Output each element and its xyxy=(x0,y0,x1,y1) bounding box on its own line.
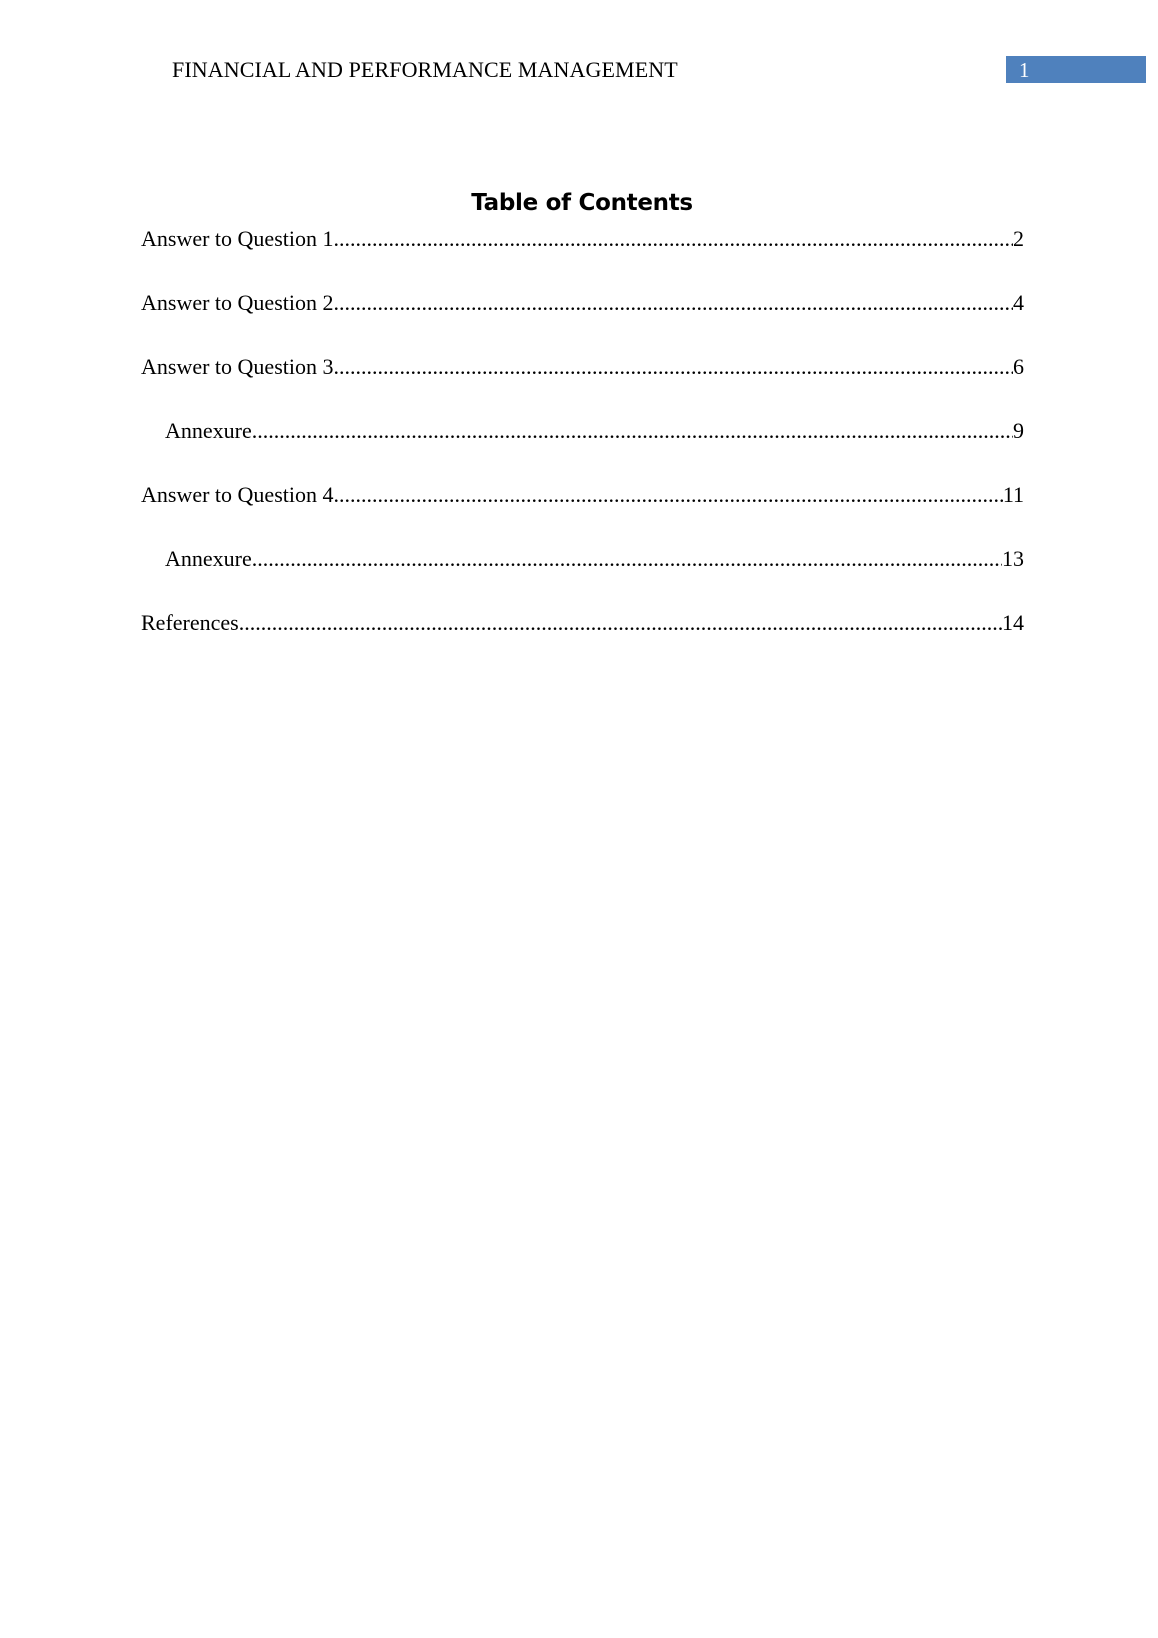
toc-dot-leader xyxy=(239,604,1002,642)
toc-entry-answer-3[interactable] xyxy=(141,348,1024,412)
toc-dot-leader xyxy=(333,476,1002,514)
toc-heading: Table of Contents xyxy=(471,190,693,216)
toc-entry-label: Annexure xyxy=(165,546,252,571)
toc-dot-leader xyxy=(252,412,1013,450)
toc-entry-annexure-q3[interactable] xyxy=(141,412,1024,476)
toc-entry-label: Answer to Question 4 xyxy=(141,482,334,507)
toc-entry-label: Answer to Question 2 xyxy=(141,290,334,315)
toc-entry-answer-2[interactable] xyxy=(141,284,1024,348)
toc-dot-leader xyxy=(333,348,1013,386)
toc-entry-page: 14 xyxy=(1002,610,1024,635)
toc-entry-label: Answer to Question 1 xyxy=(141,226,334,251)
page-number-badge: 1 xyxy=(1006,56,1146,83)
toc-entry-page: 9 xyxy=(1013,418,1024,443)
toc-entry-page: 13 xyxy=(1002,546,1024,571)
toc-entry-page: 2 xyxy=(1013,226,1024,251)
toc-entry-annexure-q4[interactable] xyxy=(141,540,1024,604)
toc-entry-page: 4 xyxy=(1013,290,1024,315)
toc-entry-label: Answer to Question 3 xyxy=(141,354,334,379)
toc-dot-leader xyxy=(333,284,1013,322)
toc-entry-page: 6 xyxy=(1013,354,1024,379)
toc-entry-answer-1[interactable] xyxy=(141,220,1024,284)
toc-entry-answer-4[interactable] xyxy=(141,476,1024,540)
toc-entry-label: Annexure xyxy=(165,418,252,443)
toc-dot-leader xyxy=(333,220,1013,258)
toc-dot-leader xyxy=(252,540,1002,578)
toc-entry-references[interactable] xyxy=(141,604,1024,668)
toc-entry-page: 11 xyxy=(1002,482,1024,507)
toc-list xyxy=(141,220,1024,668)
toc-entry-label: References xyxy=(141,610,239,635)
running-header-title: FINANCIAL AND PERFORMANCE MANAGEMENT xyxy=(172,57,678,82)
